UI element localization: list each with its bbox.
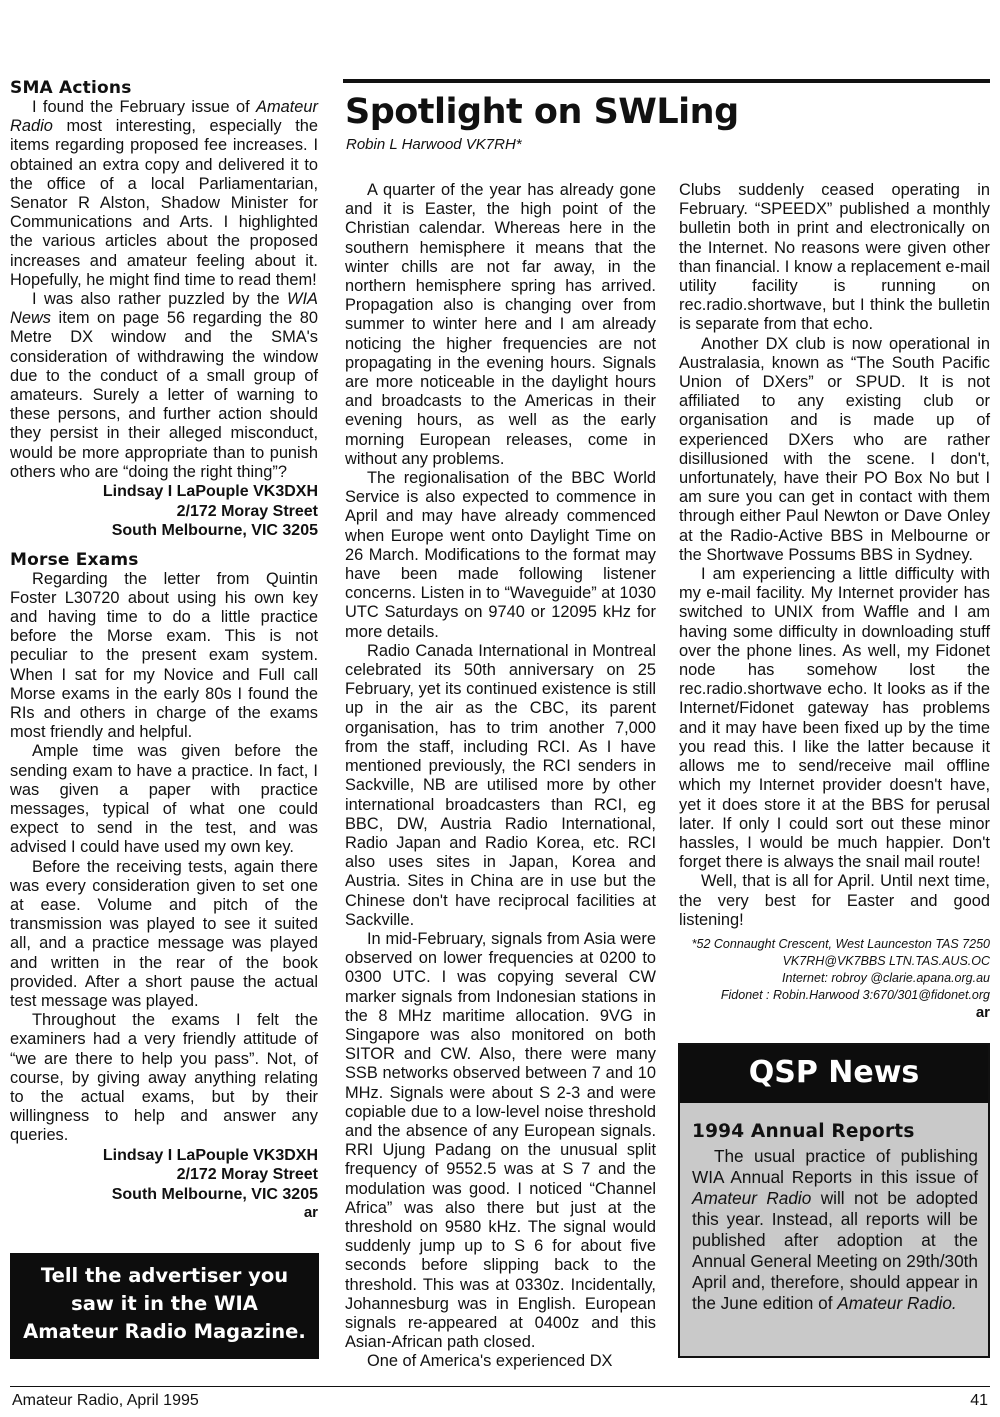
signature-line: Lindsay I LaPouple VK3DXH: [102, 483, 318, 501]
article-paragraph: In mid-February, signals from Asia were observed on lower frequencies at 0200 to 0300 UTC. I was copying several CW marker signals from Indonesian stations in the 8 MHz maritime allocation. 9VG in Singapore was also monitored on both SITOR and CW. Also, there were many SSB networks observed between 7 and 10 MHz. Signals were about S 2-3 and were copiable due to a low-level noise threshold and the absence of any European signals. RRI Ujung Padang on the unusual split frequency of 9552.5 was at S 7 and the modulation was good. I noticed “Channel Africa” was also there but just at the threshold on 9580 kHz. The signal would suddenly jump up to S 6 for about five seconds before slipping back to the threshold. This was at 0330z. Incidentally, Johannesburg was in English. European signals re-appeared at 0400z and this Asian-African path closed.: [345, 929, 656, 1352]
morse-paragraph-2: Ample time was given before the sending exam to have a practice. In fact, I was given a paper with practice messages, typical of what one could expect to send in the test, and was advised I could have used my own key.: [10, 742, 318, 857]
sma-heading: SMA Actions: [10, 78, 132, 98]
ad-line: Tell the advertiser you: [40, 1264, 289, 1287]
signature-line: 2/172 Moray Street: [176, 1166, 318, 1184]
article-paragraph: Radio Canada International in Montreal celebrated its 50th anniversary on 25 February, yet its continued existence is still up in the air as the CBC, its parent organisation, has to trim another 7,000 from the staff, including RCI. As I have mentioned previously, the RCI senders in Sackville, NB are utilised more by other international broadcasters than RCI, eg BBC, DW, Austria Radio International, Radio Japan and Radio Korea, etc. RCI also uses sites in Japan, Korea and Austria. Sites in China are in use but the Chinese don't have reciprocal facilities at Sackville.: [345, 641, 656, 929]
title-rule: [343, 79, 990, 83]
signature-line: South Melbourne, VIC 3205: [111, 1185, 318, 1203]
article-paragraph: I am experiencing a little difficulty with my e-mail facility. My Internet provider has switched to UNIX from Waffle and I am having some difficulty in downloading stuff over the phone lines. As well, my Fidonet node has somehow lost the rec.radio.shortwave echo. It looks as if the Internet/Fidonet gateway has problems and it may have been fixed up by the time you read this. I like the latter because it allows me to send/receive mail offline which my Internet provider doesn't have, yet it does store it at the BBS for perusal later. If only I could sort out these minor hassles, I would be much happier. Don't forget there is always the snail mail route!: [679, 565, 990, 872]
morse-paragraph-3: Before the receiving tests, again there was every consideration given to set one at ease. Volume and pitch of the transmission was played to see it suited all, and a practice message was played and written in the rear of the book provided. After a short pause the actual test message was played.: [10, 857, 318, 1011]
footnote-line: Fidonet : Robin.Harwood 3:670/301@fidonet.org: [720, 987, 990, 1002]
morse-paragraph-1: Regarding the letter from Quintin Foster L30720 about using his own key and having time to do a little practice before the Morse exam. This is not peculiar to the present exam system. When I sat for my Novice and Full call Morse exams in the early 80s I found the RIs and others in charge of the exams most friendly and helpful.: [10, 569, 318, 742]
qsp-paragraph: The usual practice of publishing WIA Annual Reports in this issue of Amateur Radio will not be adopted this year. Instead, all reports will be published after adoption at the Annual General Meeting on 29th/30th April and, therefore, should appear in the June edition of Amateur Radio.: [692, 1146, 979, 1313]
article-column-1: [345, 181, 656, 1372]
ad-line: saw it in the WIA: [71, 1292, 258, 1315]
footer-rule: [10, 1386, 990, 1387]
end-mark: ar: [303, 1204, 318, 1222]
article-paragraph: One of America's experienced DX: [367, 1352, 613, 1371]
qsp-news-header: QSP News: [680, 1045, 988, 1103]
advertiser-notice-box: [10, 1253, 319, 1359]
page-number: 41: [970, 1392, 988, 1409]
signature-line: Lindsay I LaPouple VK3DXH: [102, 1146, 318, 1164]
footnote-line: *52 Connaught Crescent, West Launceston TAS 7250: [691, 936, 990, 951]
end-mark: ar: [975, 1003, 990, 1021]
footnote-line: Internet: robroy @clarie.apana.org.au: [782, 970, 990, 985]
morse-signature: [10, 1146, 318, 1205]
article-paragraph: A quarter of the year has already gone and it is Easter, the high point of the Christian calendar. Whereas here in the southern hemisphere it means that the winter chills are not far away, in the northern hemisphere spring has arrived. Propagation also is changing over from summer to winter here and I am already noticing the higher frequencies are not propagating in the evening hours. Signals are more noticeable in the daylight hours and broadcasts to the Americas in their evening hours, as well as the early morning European releases, come in without any problems.: [345, 181, 656, 468]
ad-line: Amateur Radio Magazine.: [23, 1320, 306, 1343]
author-footnote: [679, 936, 990, 1004]
sma-paragraph-1: I found the February issue of Amateur Radio most interesting, especially the items regarding proposed fee increases. I obtained an extra copy and delivered it to the office of a local Parliamentarian, Senator R Alston, Shadow Minister for Communications and Arts. I highlighted the various articles about the proposed increases and amateur feeling about it. Hopefully, he might find time to read them!: [10, 98, 318, 289]
footnote-line: VK7RH@VK7BBS LTN.TAS.AUS.OC: [782, 953, 990, 968]
article-paragraph: Clubs suddenly ceased operating in February. “SPEEDX” published a monthly bulletin both in print and electronically on the Internet. No reasons were given other than financial. I know a replacement e-mail utility facility is running on rec.radio.shortwave, but I think the bulletin is separate from that echo.: [679, 181, 990, 334]
qsp-news-box: [678, 1043, 990, 1358]
letters-column: [10, 78, 318, 1221]
sma-paragraph-2: I was also rather puzzled by the WIA News item on page 56 regarding the 80 Metre DX window and the SMA's consideration of withdrawing the window due to the conduct of a small group of amateurs. Surely a letter of warning to these persons, and further action should they persist in their alleged misconduct, would be more appropriate than to punish others who are “doing the right thing”?: [10, 290, 318, 481]
article-paragraph: Another DX club is now operational in Australasia, known as “The South Pacific Union of DXers” or SPUD. It is not affiliated to any existing club or organisation and is made up of experienced DXers who are rather disillusioned with the scene. I don't, unfortunately, have their PO Box No but I am sure you can get in contact with them through either Paul Newton or Dave Onley at the Radio-Active BBS in Melbourne or the Shortwave Possums BBS in Sydney.: [679, 334, 990, 564]
article-column-2: [679, 181, 990, 1021]
article-paragraph: The regionalisation of the BBC World Service is also expected to commence in April and may have already commenced when Europe went onto Daylight Time on 26 March. Modifications to the format may have been made following listener concerns. Listen in to “Waveguide” at 1030 UTC Saturdays on 9740 or 12095 kHz for more details.: [345, 469, 656, 641]
sma-signature: [10, 482, 318, 541]
qsp-heading: 1994 Annual Reports: [692, 1121, 915, 1142]
morse-heading: Morse Exams: [10, 549, 139, 570]
article-byline: Robin L Harwood VK7RH*: [346, 136, 522, 153]
footer-publication: Amateur Radio, April 1995: [12, 1392, 199, 1409]
morse-paragraph-4: Throughout the exams I felt the examiners had a very friendly attitude of “we are there to help you pass”. Not, of course, by giving away anything relating to the actual exams, but by their willingness to help and answer any queries.: [10, 1011, 318, 1145]
signature-line: South Melbourne, VIC 3205: [111, 522, 318, 540]
article-paragraph: Well, that is all for April. Until next time, the very best for Easter and good listening!: [679, 872, 990, 929]
article-title: Spotlight on SWLing: [345, 92, 739, 132]
signature-line: 2/172 Moray Street: [176, 502, 318, 520]
